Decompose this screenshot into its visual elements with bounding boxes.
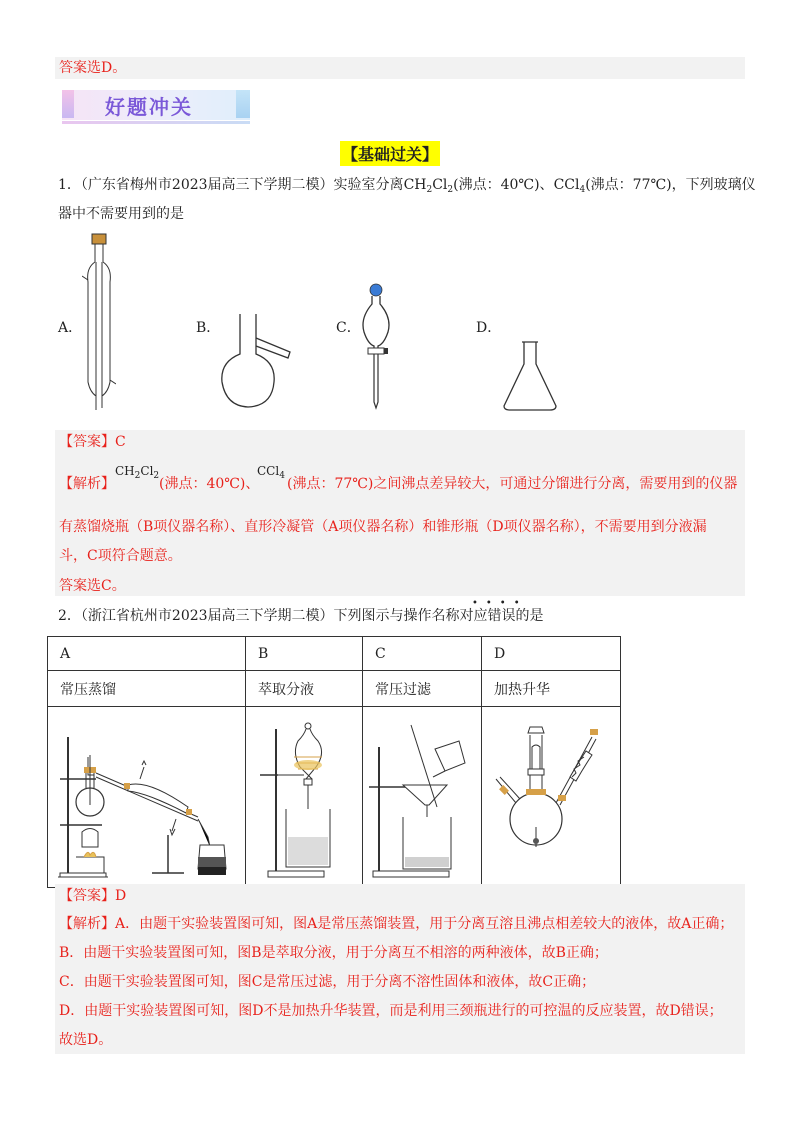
q1-analysis-line3: 斗，C项符合题意。 [59, 548, 182, 564]
q2-header-d: D [482, 637, 621, 671]
q1-stem-a: （广东省梅州市2023届高三下学期二模）实验室分离 [80, 177, 404, 193]
q1-analysis-ch2cl2-pre: CH [115, 464, 135, 478]
q2-answer-block [55, 884, 745, 1054]
q1-number: 1． [58, 177, 81, 193]
top-answer-text: 答案选D。 [59, 60, 127, 76]
q1-analysis-ch2cl2-sub2: 2 [153, 471, 160, 481]
q1-option-c-label: C． [336, 320, 361, 336]
q2-header-a: A [48, 637, 246, 671]
q2-stem-a: 2．（浙江省杭州市2023届高三下学期二模）下列图示与操作名称 [58, 608, 460, 624]
q1-analysis-ch2cl2 [115, 464, 159, 481]
q1-ch2cl2-mid: Cl [432, 177, 448, 193]
q2-analysis-line1: 【解析】A．由题干实验装置图可知，图A是常压蒸馏装置，用于分离互溶且沸点相差较大的液体，故A正确； [59, 916, 734, 932]
q1-answer-line [59, 432, 126, 452]
q2-emphasis-dots: •••• [472, 598, 528, 609]
q2-analysis-line3: C．由题干实验装置图可知，图C是常压过滤，用于分离不溶性固体和液体，故C正确； [59, 974, 596, 990]
q1-analysis-bp2: (沸点：77℃)之间沸点差异较大，可通过分馏进行分离，需要用到的仪器 [287, 476, 738, 492]
q1-analysis-label: 【解析】 [59, 476, 115, 492]
q2-answer-label: 【答案】 [59, 888, 115, 904]
q1-ch2cl2-sub2: 2 [447, 185, 454, 195]
q1-ch2cl2-pre: CH [403, 177, 427, 193]
banner-underline [62, 121, 250, 124]
q1-analysis-ccl4-pre: CCl [257, 464, 280, 478]
q2-header-c: C [363, 637, 482, 671]
q1-ccl4-pre: CCl [553, 177, 580, 193]
section-title: 【基础过关】 [340, 141, 440, 166]
q1-option-a-label: A． [58, 320, 83, 336]
q2-label-b: 萃取分液 [246, 671, 363, 707]
q2-stem-emphasis: 对应错误 [459, 608, 516, 624]
q1-analysis-ccl4 [257, 464, 285, 481]
distillation-flask-illustration [218, 312, 298, 410]
banner-title: 好题冲关 [105, 95, 193, 119]
q1-bp2: (沸点：77℃)，下列玻璃仪 [585, 177, 756, 193]
q1-final-answer: 答案选C。 [59, 578, 126, 594]
q1-analysis-line2: 有蒸馏烧瓶（B项仪器名称）、直形冷凝管（A项仪器名称）和锥形瓶（D项仪器名称），不需要用到分液漏 [59, 519, 707, 535]
banner-right-accent [236, 90, 250, 118]
q2-answer-value: D [115, 888, 127, 904]
q1-answer-label: 【答案】 [59, 434, 115, 450]
q1-stem-line1 [58, 175, 756, 200]
q1-analysis-line1 [59, 474, 115, 494]
q2-image-cell-a [48, 707, 246, 888]
q1-analysis-bp1: (沸点：40℃)、 [159, 476, 260, 492]
q1-option-b-label: B． [196, 320, 221, 336]
banner-left-accent [62, 90, 74, 118]
q2-image-cell-d [482, 707, 621, 888]
q2-stem-b: 的是 [515, 608, 544, 624]
distillation-apparatus-illustration [48, 707, 245, 883]
separatory-funnel-setup-illustration [246, 707, 362, 883]
q2-answer-line [59, 886, 126, 906]
q2-image-cell-b [246, 707, 363, 888]
q1-stem-line2: 器中不需要用到的是 [58, 206, 184, 222]
q2-image-cell-c [363, 707, 482, 888]
q1-option-d-label: D． [476, 320, 502, 336]
q1-bp1: (沸点：40℃)、 [453, 177, 554, 193]
separatory-funnel-illustration [358, 282, 394, 412]
q1-answer-block [55, 430, 745, 596]
q2-header-b: B [246, 637, 363, 671]
condenser-illustration [82, 232, 116, 412]
q1-analysis-ch2cl2-sub1: 2 [134, 471, 141, 481]
q1-analysis-ch2cl2-mid: Cl [140, 464, 154, 478]
top-answer-block [55, 57, 745, 79]
q1-ch2cl2-sub1: 2 [426, 185, 433, 195]
erlenmeyer-flask-illustration [500, 340, 560, 412]
q2-analysis-line4: D．由题干实验装置图可知，图D不是加热升华装置，而是利用三颈瓶进行的可控温的反应装置，故D错误； [59, 1003, 723, 1019]
q1-answer-value: C [115, 434, 126, 450]
q2-analysis-line2: B．由题干实验装置图可知，图B是萃取分液，用于分离互不相溶的两种液体，故B正确； [59, 945, 608, 961]
q2-stem [58, 606, 544, 626]
q2-options-table [47, 636, 621, 888]
q1-analysis-ccl4-sub: 4 [279, 471, 285, 481]
three-neck-flask-illustration [482, 707, 620, 883]
q2-analysis-line5: 故选D。 [59, 1032, 113, 1048]
q2-label-d: 加热升华 [482, 671, 621, 707]
q2-label-a: 常压蒸馏 [48, 671, 246, 707]
q2-label-c: 常压过滤 [363, 671, 482, 707]
filtration-setup-illustration [363, 707, 481, 883]
q1-ccl4-sub: 4 [579, 185, 586, 195]
